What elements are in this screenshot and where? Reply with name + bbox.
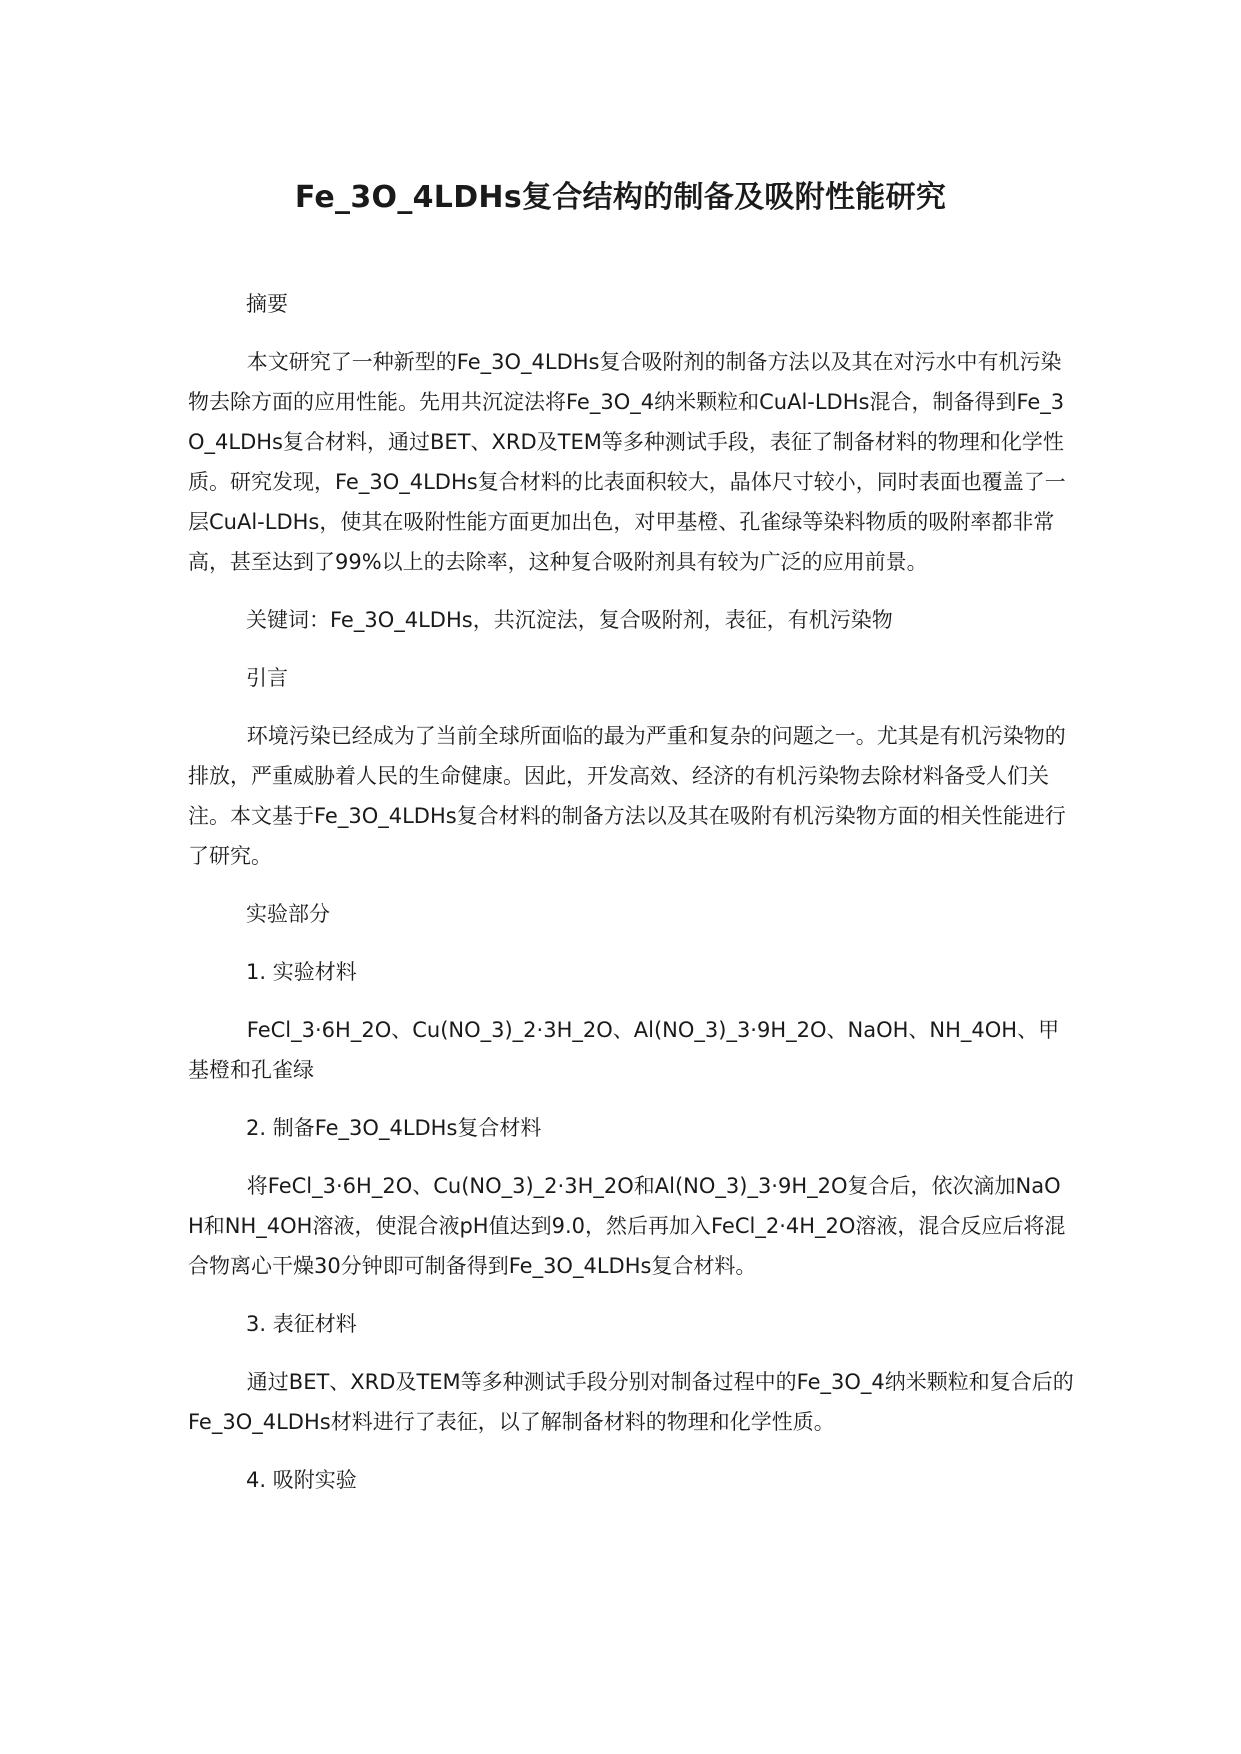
keywords-line: 关键词：Fe_3O_4LDHs，共沉淀法，复合吸附剂，表征，有机污染物 xyxy=(246,608,893,632)
characterization-paragraph: 通过BET、XRD及TEM等多种测试手段分别对制备过程中的Fe_3O_4纳米颗粒和复合后的Fe_3O_4LDHs材料进行了表征，以了解制备材料的物理和化学性质。 xyxy=(188,1370,1074,1434)
document-body xyxy=(188,284,1074,1518)
section-heading: 2. 制备Fe_3O_4LDHs复合材料 xyxy=(246,1116,542,1140)
preparation-paragraph: 将FeCl_3·6H_2O、Cu(NO_3)_2·3H_2O和Al(NO_3)_3·9H_2O复合后，依次滴加NaOH和NH_4OH溶液，使混合液pH值达到9.0，然后再加入FeCl_2·4H_2O溶液，混合反应后将混合物离心干燥30分钟即可制备得到Fe_3O_4LDHs复合材料。 xyxy=(188,1174,1066,1278)
materials-paragraph: FeCl_3·6H_2O、Cu(NO_3)_2·3H_2O、Al(NO_3)_3·9H_2O、NaOH、NH_4OH、甲基橙和孔雀绿 xyxy=(188,1018,1060,1082)
section-heading: 4. 吸附实验 xyxy=(246,1468,357,1492)
intro-heading: 引言 xyxy=(246,666,288,690)
experiment-heading: 实验部分 xyxy=(246,902,330,926)
section-heading: 3. 表征材料 xyxy=(246,1312,357,1336)
section-heading: 1. 实验材料 xyxy=(246,960,357,984)
document-title: Fe_3O_4LDHs复合结构的制备及吸附性能研究 xyxy=(294,180,947,215)
intro-paragraph: 环境污染已经成为了当前全球所面临的最为严重和复杂的问题之一。尤其是有机污染物的排放，严重威胁着人民的生命健康。因此，开发高效、经济的有机污染物去除材料备受人们关注。本文基于Fe_3O_4LDHs复合材料的制备方法以及其在吸附有机污染物方面的相关性能进行了研究。 xyxy=(188,724,1066,868)
abstract-heading: 摘要 xyxy=(246,292,288,316)
abstract-paragraph: 本文研究了一种新型的Fe_3O_4LDHs复合吸附剂的制备方法以及其在对污水中有机污染物去除方面的应用性能。先用共沉淀法将Fe_3O_4纳米颗粒和CuAl-LDHs混合，制备得到Fe_3O_4LDHs复合材料，通过BET、XRD及TEM等多种测试手段，表征了制备材料的物理和化学性质。研究发现，Fe_3O_4LDHs复合材料的比表面积较大，晶体尺寸较小，同时表面也覆盖了一层CuAl-LDHs，使其在吸附性能方面更加出色，对甲基橙、孔雀绿等染料物质的吸附率都非常高，甚至达到了99%以上的去除率，这种复合吸附剂具有较为广泛的应用前景。 xyxy=(188,350,1066,574)
